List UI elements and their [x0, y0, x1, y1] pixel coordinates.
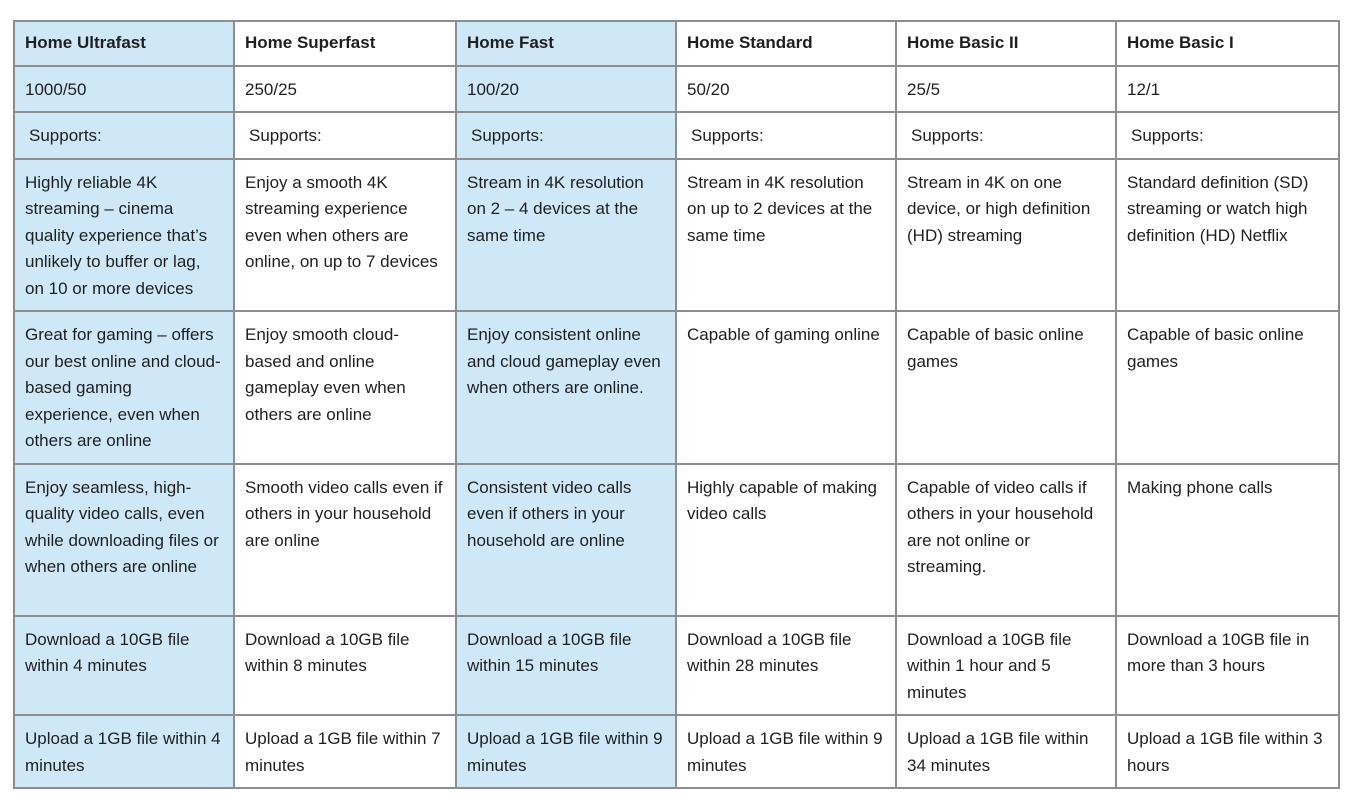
- plan-name: Home Basic II: [907, 33, 1019, 52]
- speed-cell: 25/5: [896, 66, 1116, 113]
- speed-cell: 12/1: [1116, 66, 1339, 113]
- speed-cell: 50/20: [676, 66, 896, 113]
- upload-cell: Upload a 1GB file within 34 minutes: [896, 715, 1116, 788]
- plan-name-row: [14, 21, 1339, 66]
- plan-name-cell: [676, 21, 896, 66]
- supports-cell: Supports:: [456, 112, 676, 159]
- plan-name-cell: [456, 21, 676, 66]
- download-cell: Download a 10GB file in more than 3 hours: [1116, 616, 1339, 716]
- plan-name: Home Superfast: [245, 33, 376, 52]
- upload-cell: Upload a 1GB file within 9 minutes: [676, 715, 896, 788]
- streaming-cell: Stream in 4K resolution on up to 2 devices at the same time: [676, 159, 896, 312]
- plan-name: Home Ultrafast: [25, 33, 146, 52]
- supports-cell: Supports:: [1116, 112, 1339, 159]
- plan-name-cell: [14, 21, 234, 66]
- upload-cell: Upload a 1GB file within 9 minutes: [456, 715, 676, 788]
- video-calls-row: [14, 464, 1339, 616]
- upload-cell: Upload a 1GB file within 7 minutes: [234, 715, 456, 788]
- upload-row: [14, 715, 1339, 788]
- speed-cell: 100/20: [456, 66, 676, 113]
- download-cell: Download a 10GB file within 1 hour and 5 minutes: [896, 616, 1116, 716]
- upload-cell: Upload a 1GB file within 4 minutes: [14, 715, 234, 788]
- plan-name: Home Standard: [687, 33, 813, 52]
- download-row: [14, 616, 1339, 716]
- speed-cell: 250/25: [234, 66, 456, 113]
- gaming-cell: Capable of basic online games: [1116, 311, 1339, 464]
- video-calls-cell: Making phone calls: [1116, 464, 1339, 616]
- gaming-cell: Great for gaming – offers our best online and cloud-based gaming experience, even when others are online: [14, 311, 234, 464]
- upload-cell: Upload a 1GB file within 3 hours: [1116, 715, 1339, 788]
- supports-cell: Supports:: [234, 112, 456, 159]
- speed-cell: 1000/50: [14, 66, 234, 113]
- streaming-cell: Standard definition (SD) streaming or watch high definition (HD) Netflix: [1116, 159, 1339, 312]
- gaming-row: [14, 311, 1339, 464]
- download-cell: Download a 10GB file within 28 minutes: [676, 616, 896, 716]
- video-calls-cell: Highly capable of making video calls: [676, 464, 896, 616]
- speed-row: [14, 66, 1339, 113]
- streaming-cell: Stream in 4K resolution on 2 – 4 devices at the same time: [456, 159, 676, 312]
- video-calls-cell: Capable of video calls if others in your household are not online or streaming.: [896, 464, 1116, 616]
- plan-comparison-table: [13, 20, 1340, 789]
- video-calls-cell: Enjoy seamless, high-quality video calls, even while downloading files or when others are online: [14, 464, 234, 616]
- video-calls-cell: Smooth video calls even if others in your household are online: [234, 464, 456, 616]
- video-calls-cell: Consistent video calls even if others in your household are online: [456, 464, 676, 616]
- plan-name-cell: [896, 21, 1116, 66]
- plan-name-cell: [1116, 21, 1339, 66]
- plan-name: Home Basic I: [1127, 33, 1234, 52]
- download-cell: Download a 10GB file within 15 minutes: [456, 616, 676, 716]
- download-cell: Download a 10GB file within 8 minutes: [234, 616, 456, 716]
- gaming-cell: Enjoy smooth cloud-based and online gameplay even when others are online: [234, 311, 456, 464]
- supports-cell: Supports:: [896, 112, 1116, 159]
- streaming-cell: Enjoy a smooth 4K streaming experience even when others are online, on up to 7 devices: [234, 159, 456, 312]
- streaming-cell: Highly reliable 4K streaming – cinema quality experience that’s unlikely to buffer or lag, on 10 or more devices: [14, 159, 234, 312]
- download-cell: Download a 10GB file within 4 minutes: [14, 616, 234, 716]
- gaming-cell: Capable of gaming online: [676, 311, 896, 464]
- streaming-cell: Stream in 4K on one device, or high definition (HD) streaming: [896, 159, 1116, 312]
- gaming-cell: Enjoy consistent online and cloud gameplay even when others are online.: [456, 311, 676, 464]
- streaming-row: [14, 159, 1339, 312]
- supports-cell: Supports:: [676, 112, 896, 159]
- plan-name: Home Fast: [467, 33, 554, 52]
- supports-cell: Supports:: [14, 112, 234, 159]
- plan-name-cell: [234, 21, 456, 66]
- gaming-cell: Capable of basic online games: [896, 311, 1116, 464]
- supports-row: [14, 112, 1339, 159]
